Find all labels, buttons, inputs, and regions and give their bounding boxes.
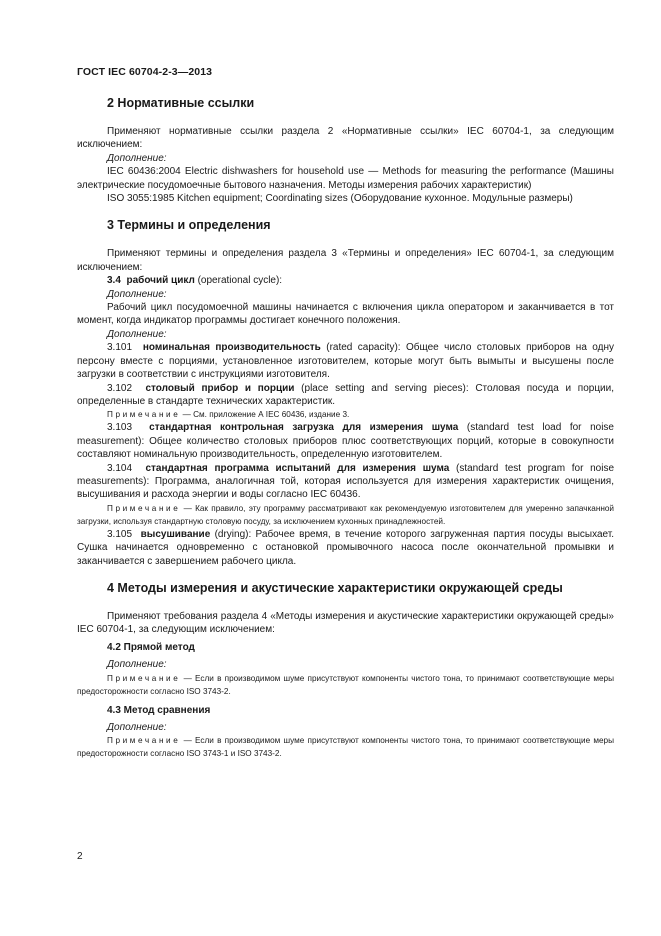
section-2-addition-label: Дополнение: [107, 152, 167, 164]
section-3-title: 3 Термины и определения [107, 218, 271, 233]
subsection-4-2-title: 4.2 Прямой метод [107, 641, 195, 653]
term-3-105 [77, 528, 614, 568]
page-content [77, 96, 614, 760]
term-3-103-term: стандартная контрольная загрузка для измерения шума [149, 422, 459, 434]
subsection-4-3-addition-label: Дополнение: [107, 722, 167, 733]
section-4-title: 4 Методы измерения и акустические характеристики окружающей среды [107, 580, 563, 595]
section-4-intro: Применяют требования раздела 4 «Методы измерения и акустические характеристики окружающей среды» IEC 60704-1, за следующим исключением: [77, 610, 614, 636]
term-3-105-definition: (drying): Рабочее время, в течение которого загруженная партия посуды высыхает. Сушка начинается одновременно с остановкой промывочного насоса после окончательной промывки и заканчивается с завершением рабочего цикла. [77, 528, 614, 567]
note-annex-a [77, 408, 614, 421]
term-3-104-term: стандартная программа испытаний для измерения шума [145, 462, 450, 474]
note-text: — См. приложение А IEC 60436, издание 3. [180, 410, 350, 420]
note-pure-tone-4-3 [77, 734, 614, 760]
term-3-102-term: столовый прибор и порции [145, 382, 295, 394]
term-3-103 [77, 421, 614, 461]
section-3-intro: Применяют термины и определения раздела 3 «Термины и определения» IEC 60704-1, за следующим исключением: [77, 248, 614, 273]
term-3-104 [77, 462, 614, 502]
term-3-101-definition: (rated capacity): Общее число столовых приборов на одну персону вместе с порциями, установленное изготовителем, которые могут быть вымыты и высушены после загрузки в соответствии с инструкциями изготовителя. [77, 342, 614, 381]
note-text: — Если в производимом шуме присутствуют компоненты чистого тона, то принимают соответствующие меры предосторожности согласно ISO 3743-1 и ISO 3743-2. [77, 736, 614, 759]
term-3-4-english: (operational cycle): [194, 275, 283, 287]
term-3-103-number: 3.103 [107, 422, 133, 434]
document-code-header: ГОСТ IEC 60704-2-3—2013 [77, 66, 213, 78]
note-text: — Если в производимом шуме присутствуют компоненты чистого тона, то принимают соответствующие меры предосторожности согласно ISO 3743-2. [77, 673, 614, 696]
reference-iec-60436: IEC 60436:2004 Electric dishwashers for household use — Methods for measuring the performance (Машины электрические посудомоечные бытового назначения. Методы измерения рабочих характеристик) [77, 166, 614, 191]
note-label: Примечание [107, 410, 181, 420]
term-3-104-definition: (standard test program for noise measurements): Программа, аналогичная той, которая используется для измерения характеристик очищения, высушивания и расхода энергии и воды согласно IEC 60436. [77, 462, 615, 501]
term-3-104-number: 3.104 [107, 462, 133, 474]
note-label: Примечание [107, 503, 181, 513]
term-3-102-number: 3.102 [107, 382, 133, 394]
term-3-4 [77, 274, 614, 287]
note-text: — Как правило, эту программу рассматривают как рекомендуемую изготовителем для умеренно запачканной загрузки, используя стандартную столовую посуду, за исключением кухонных принадлежностей. [77, 503, 614, 526]
reference-iso-3055: ISO 3055:1985 Kitchen equipment; Coordinating sizes (Оборудование кухонное. Модульные размеры) [107, 193, 573, 205]
note-pure-tone-4-2 [77, 672, 614, 698]
term-3-103-definition: (standard test load for noise measurement): Общее количество столовых приборов плюс соответствующих порций, которые в совокупности составляют номинальную производительность, определенную изготовителем. [77, 422, 614, 461]
note-recommended-program [77, 502, 614, 528]
section-2-title: 2 Нормативные ссылки [107, 96, 255, 110]
term-3-101-number: 3.101 [107, 342, 133, 354]
subsection-4-3-title: 4.3 Метод сравнения [107, 704, 211, 716]
term-3-105-number: 3.105 [107, 528, 133, 540]
term-3-102 [77, 382, 614, 409]
term-3-4-term: рабочий цикл [126, 275, 195, 287]
term-3-105-term: высушивание [140, 528, 211, 540]
term-3-4-definition: Рабочий цикл посудомоечной машины начинается с включения цикла оператором и заканчивается в тот момент, когда индикатор программы достигает конечного положения. [77, 302, 614, 327]
section-3-addition-label: Дополнение: [107, 328, 167, 340]
section-2-intro: Применяют нормативные ссылки раздела 2 «Нормативные ссылки» IEC 60704-1, за следующим исключением: [77, 126, 614, 151]
note-label: Примечание [107, 736, 181, 746]
term-3-101-term: номинальная производительность [142, 342, 321, 354]
term-3-101 [77, 341, 614, 381]
term-3-4-number: 3.4 [107, 275, 121, 287]
term-3-4-addition-label: Дополнение: [107, 288, 167, 300]
subsection-4-2-addition-label: Дополнение: [107, 659, 167, 671]
note-label: Примечание [107, 673, 181, 683]
term-3-102-definition: (place setting and serving pieces): Столовая посуда и порции, определенные в стандарте технических характеристик. [77, 382, 615, 407]
page-number: 2 [77, 851, 83, 862]
